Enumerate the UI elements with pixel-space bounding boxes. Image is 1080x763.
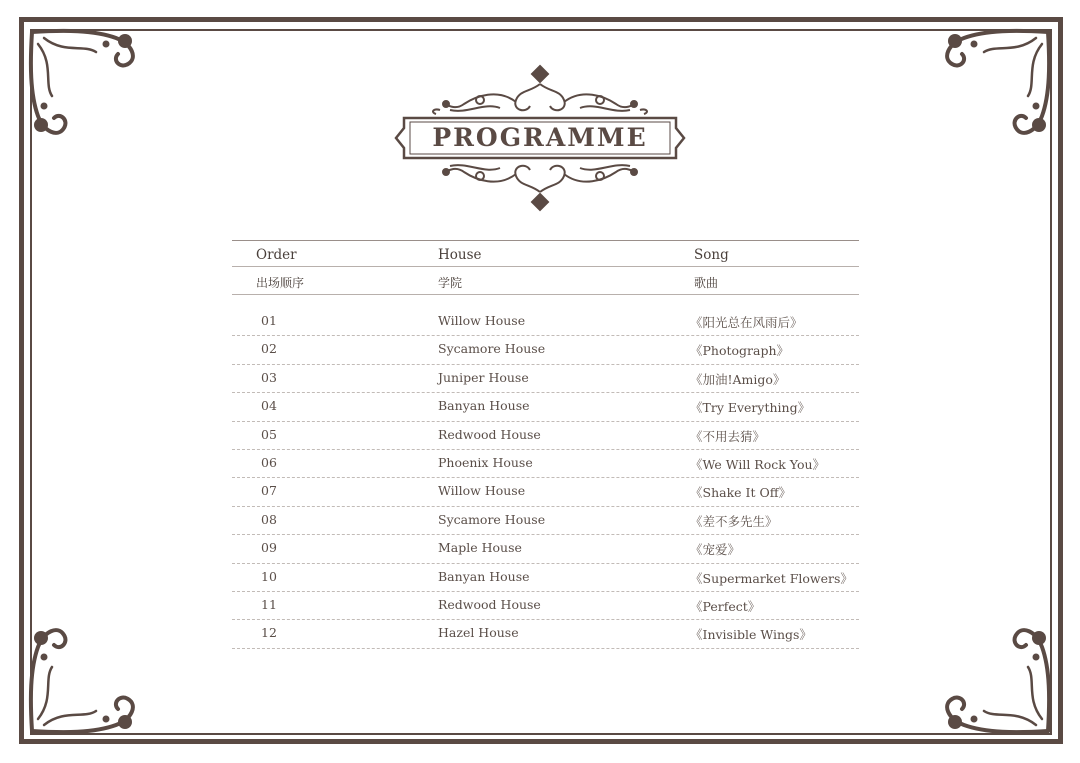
table-row <box>232 422 859 450</box>
order-cell: 04 <box>261 398 277 414</box>
order-cell: 03 <box>261 369 277 385</box>
header-house-cn: 学院 <box>438 276 463 290</box>
song-cell: 《阳光总在风雨后》 <box>690 315 803 330</box>
header-house: House <box>438 247 482 263</box>
order-cell: 02 <box>261 341 277 357</box>
house-cell: Banyan House <box>438 568 530 584</box>
header-song-cn: 歌曲 <box>694 276 719 290</box>
song-cell: 《We Will Rock You》 <box>690 456 826 472</box>
table-row <box>232 450 859 478</box>
header-rule-top <box>232 240 859 241</box>
song-cell: 《宠爱》 <box>690 542 741 558</box>
song-cell: 《不用去猜》 <box>690 428 766 444</box>
order-cell: 05 <box>261 426 277 442</box>
table-row <box>232 507 859 535</box>
order-cell: 10 <box>261 568 277 584</box>
song-cell: 《Supermarket Flowers》 <box>690 570 853 586</box>
house-cell: Willow House <box>438 313 526 328</box>
order-cell: 06 <box>261 454 277 470</box>
corner-ornament-bottom-left-icon <box>24 609 154 739</box>
song-cell: 《Invisible Wings》 <box>690 627 812 643</box>
house-cell: Redwood House <box>438 426 541 442</box>
table-row <box>232 535 859 563</box>
table-row <box>232 308 859 336</box>
header-rule-bottom <box>232 294 859 295</box>
header-order-cn: 出场顺序 <box>256 276 305 290</box>
corner-ornament-bottom-right-icon <box>926 609 1056 739</box>
table-row <box>232 592 859 620</box>
song-cell: 《Photograph》 <box>690 343 790 359</box>
order-cell: 11 <box>261 596 277 612</box>
table-row <box>232 365 859 393</box>
house-cell: Banyan House <box>438 398 530 414</box>
table-row <box>232 564 859 592</box>
page-title: PROGRAMME <box>432 123 648 152</box>
table-row <box>232 336 859 364</box>
order-cell: 01 <box>261 313 277 328</box>
house-cell: Maple House <box>438 540 522 556</box>
corner-ornament-top-right-icon <box>926 24 1056 154</box>
song-cell: 《Perfect》 <box>690 598 761 614</box>
house-cell: Juniper House <box>438 369 529 385</box>
song-cell: 《Try Everything》 <box>690 400 811 416</box>
house-cell: Phoenix House <box>438 454 533 470</box>
table-body <box>232 308 859 649</box>
house-cell: Sycamore House <box>438 341 546 357</box>
header-rule-middle <box>232 266 859 267</box>
table-row <box>232 393 859 421</box>
song-cell: 《差不多先生》 <box>690 513 778 529</box>
table-row <box>232 620 859 648</box>
corner-ornament-top-left-icon <box>24 24 154 154</box>
house-cell: Hazel House <box>438 625 519 641</box>
song-cell: 《Shake It Off》 <box>690 485 792 501</box>
title-banner <box>380 62 700 214</box>
table-row <box>232 478 859 506</box>
header-order: Order <box>256 247 297 263</box>
order-cell: 12 <box>261 625 277 641</box>
song-cell: 《加油!Amigo》 <box>690 371 786 387</box>
header-song: Song <box>694 247 729 263</box>
house-cell: Sycamore House <box>438 511 546 527</box>
order-cell: 09 <box>261 540 277 556</box>
house-cell: Redwood House <box>438 596 541 612</box>
house-cell: Willow House <box>438 483 526 499</box>
order-cell: 08 <box>261 511 277 527</box>
order-cell: 07 <box>261 483 277 499</box>
